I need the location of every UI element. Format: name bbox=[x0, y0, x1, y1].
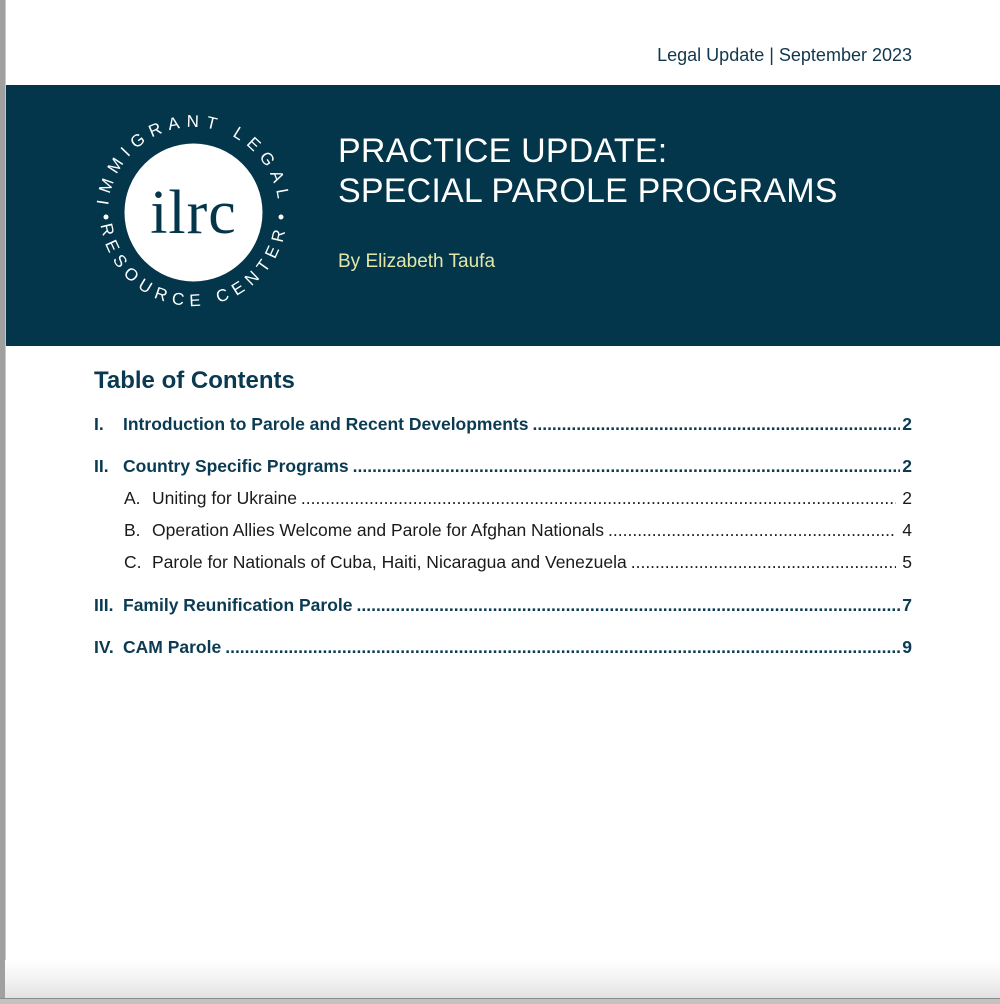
toc-entry-chnv[interactable] bbox=[94, 552, 912, 573]
toc-entry-ukraine[interactable] bbox=[94, 488, 912, 509]
toc-entry-number: IV. bbox=[94, 637, 114, 657]
toc-entry-number: III. bbox=[94, 595, 114, 615]
title-line-1: PRACTICE UPDATE: bbox=[338, 132, 668, 170]
toc-entry-number: B. bbox=[124, 520, 141, 540]
svg-text:RESOURCE CENTER: RESOURCE CENTER bbox=[96, 221, 291, 311]
toc-dot-leader bbox=[631, 552, 897, 573]
toc-entry-page: 2 bbox=[902, 488, 912, 508]
toc-entry-label: CAM Parole bbox=[123, 637, 222, 657]
toc-entry-country-specific[interactable] bbox=[94, 456, 912, 477]
author-byline: By Elizabeth Taufa bbox=[338, 251, 496, 272]
toc-dot-leader bbox=[532, 414, 900, 435]
toc-dot-leader bbox=[225, 637, 900, 658]
toc-entry-label: Operation Allies Welcome and Parole for Afghan Nationals bbox=[152, 520, 605, 540]
toc-dot-leader bbox=[353, 456, 901, 477]
toc-entry-page: 2 bbox=[902, 414, 912, 434]
page-bottom-shadow bbox=[5, 960, 1000, 998]
toc-entry-label: Uniting for Ukraine bbox=[152, 488, 297, 508]
title-line-2: SPECIAL PAROLE PROGRAMS bbox=[338, 172, 838, 210]
title-banner bbox=[6, 85, 1000, 346]
toc-entry-page: 2 bbox=[902, 456, 912, 476]
toc-entry-afghan[interactable] bbox=[94, 520, 912, 541]
document-page bbox=[6, 0, 1000, 998]
toc-dot-leader bbox=[357, 595, 901, 616]
toc-entry-page: 7 bbox=[902, 595, 912, 615]
table-of-contents bbox=[94, 364, 912, 657]
toc-entry-label: Country Specific Programs bbox=[123, 456, 349, 476]
toc-entry-family-reunification[interactable] bbox=[94, 595, 912, 616]
toc-entry-label: Family Reunification Parole bbox=[123, 595, 353, 615]
toc-entry-label: Introduction to Parole and Recent Developments bbox=[123, 414, 529, 434]
ilrc-logo-icon bbox=[86, 105, 301, 320]
toc-dot-leader bbox=[608, 520, 896, 541]
document-title bbox=[338, 131, 838, 211]
toc-dot-leader bbox=[301, 488, 896, 509]
toc-heading: Table of Contents bbox=[94, 367, 295, 394]
toc-entry-page: 9 bbox=[902, 637, 912, 657]
svg-text:ilrc: ilrc bbox=[150, 179, 237, 247]
svg-text:IMMIGRANT LEGAL: IMMIGRANT LEGAL bbox=[93, 111, 294, 207]
toc-entry-page: 5 bbox=[902, 552, 912, 572]
toc-entry-introduction[interactable] bbox=[94, 414, 912, 435]
toc-entry-number: II. bbox=[94, 456, 109, 476]
toc-entry-cam-parole[interactable] bbox=[94, 637, 912, 658]
toc-entry-number: C. bbox=[124, 552, 142, 572]
document-meta-line: Legal Update | September 2023 bbox=[657, 45, 912, 65]
toc-entry-number: I. bbox=[94, 414, 104, 434]
toc-entry-number: A. bbox=[124, 488, 141, 508]
toc-entry-page: 4 bbox=[902, 520, 912, 540]
toc-entry-label: Parole for Nationals of Cuba, Haiti, Nicaragua and Venezuela bbox=[152, 552, 627, 572]
viewer-bottom-border bbox=[0, 998, 1000, 1004]
